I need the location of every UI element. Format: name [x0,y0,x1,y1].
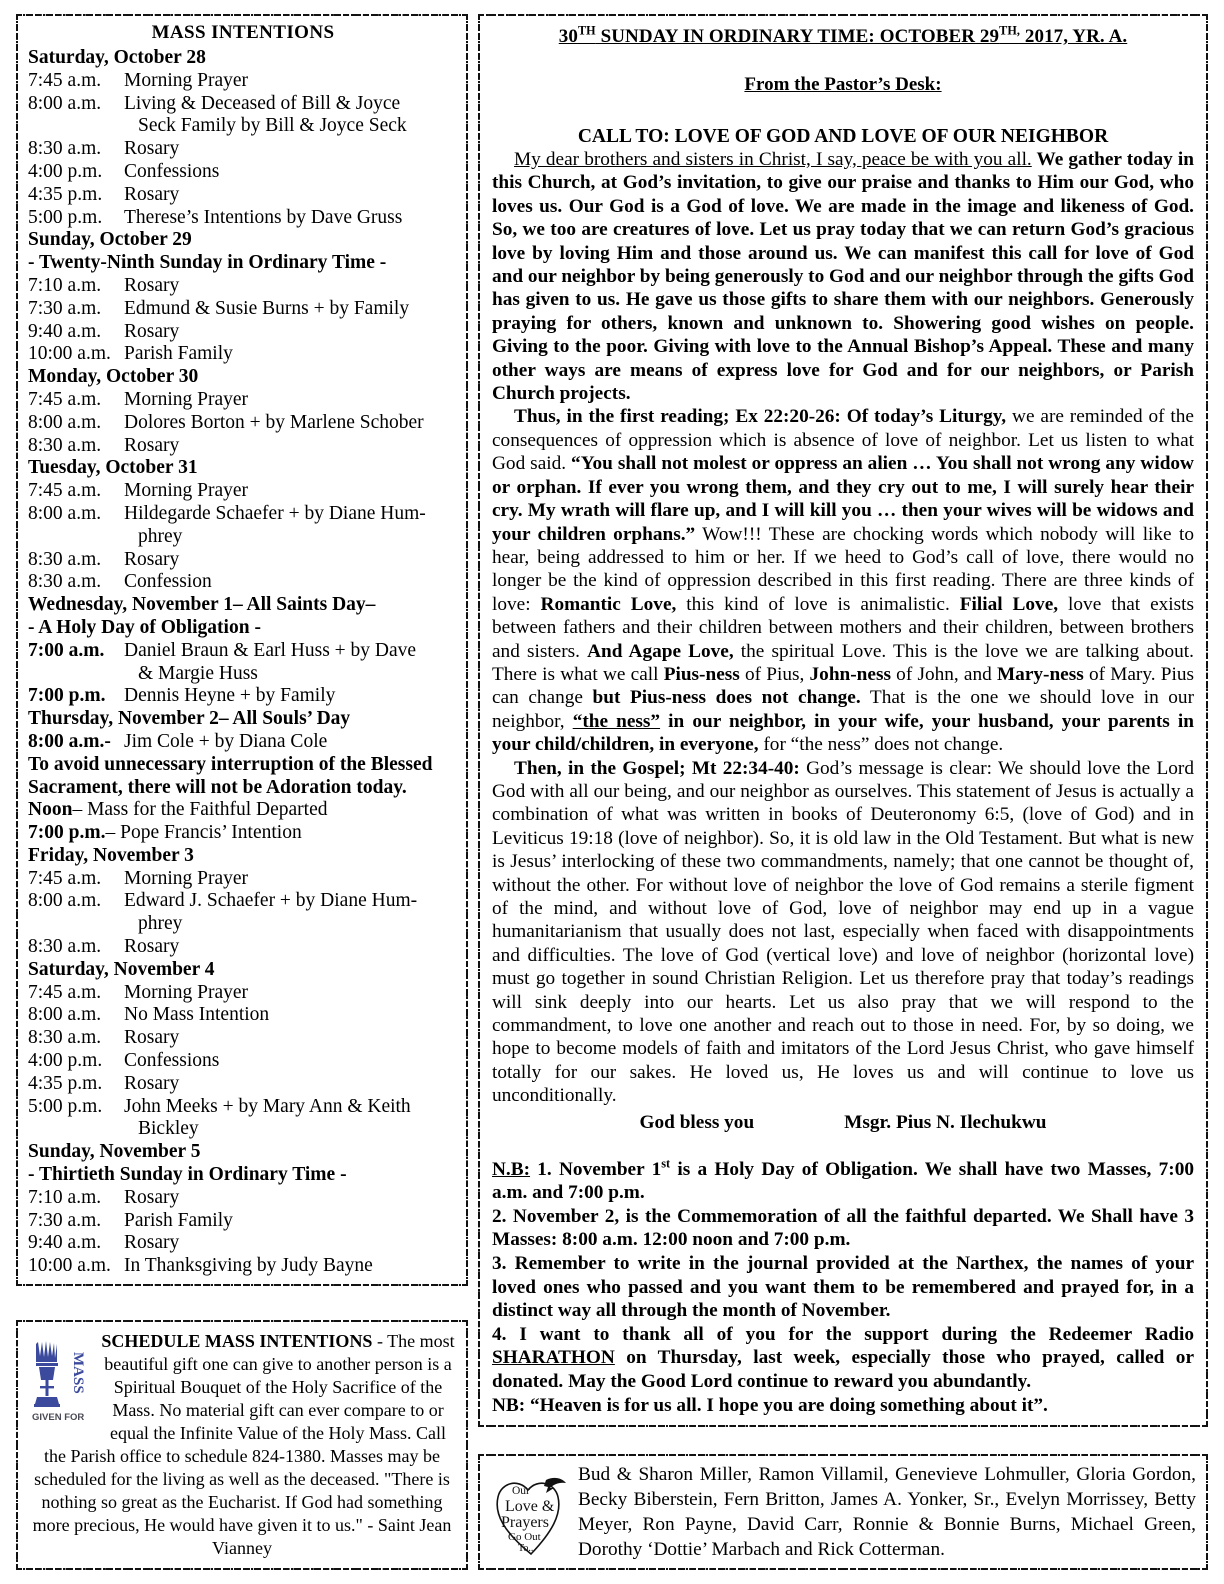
mass-event-row [28,435,458,458]
notice-3: 3. Remember to write in the journal provided at the Narthex, the names of your loved ones who passed and you want them to be remembered and prayed for, in a distinct way all through the month of November. [492,1253,1194,1322]
mass-event-row [28,480,458,503]
mass-event-row [28,389,458,412]
mass-event-time: 7:45 a.m. [28,867,102,889]
logo-line-5: To.. [518,1543,534,1554]
mass-day-heading: Monday, October 30 [28,366,199,388]
mass-day-subheading: - A Holy Day of Obligation - [28,616,261,638]
mass-event-time: 4:35 p.m. [28,183,103,205]
mass-event-description: Rosary [124,183,180,205]
mass-event-description: Rosary [124,1186,180,1208]
mass-day-heading: Saturday, October 28 [28,47,206,68]
mass-event-time: 8:30 a.m. [28,1027,102,1049]
mass-event-time: 7:45 a.m. [28,981,102,1003]
mass-event-time: Noon [28,799,73,821]
mass-event-row [28,207,458,230]
mass-event-description: Morning Prayer [124,388,249,410]
mass-event-time: 10:00 a.m. [28,1255,111,1277]
mass-event-time: 7:45 a.m. [28,388,102,410]
romantic-love-term: Romantic Love, [540,593,677,615]
mass-event-time: 8:00 a.m. [28,890,102,912]
prayer-list-names: Bud & Sharon Miller, Ramon Villamil, Genevieve Lohmuller, Gloria Gordon, Becky Biberstein, Fern Britton, James A. Yonker, Sr., Evelyn Morrissey, Betty Meyer, Ron Payne, David Carr, Ronnie & Bonnie Burns, Michael Green, Dorothy ‘Dottie’ Marbach and Rick Cotterman. [578,1464,1196,1560]
mass-event-row [28,685,458,708]
mass-event-row [28,503,458,526]
mass-event-description: Rosary [124,548,180,570]
logo-line-2: Love & [505,1498,555,1515]
notice-1 [492,1158,1194,1205]
mass-event-row [28,275,458,298]
mass-event-description: Therese’s Intentions by Dave Gruss [124,206,403,228]
mass-event-time: 7:00 a.m. [28,639,105,661]
mass-event-time: 5:00 p.m. [28,206,103,228]
right-column [478,14,1208,1570]
two-column-layout [16,14,1208,1570]
mass-event-description: – Pope Francis’ Intention [105,822,302,844]
agape-love-term: And Agape Love, [587,640,734,662]
mass-day-heading: Wednesday, November 1– All Saints Day– [28,594,376,616]
homily-p2-text-10: for “the ness” does not change. [758,734,1004,756]
logo-line-4: Go Out [508,1531,541,1543]
mass-event-description: Rosary [124,1072,180,1094]
blessing-text: God bless you [639,1111,755,1133]
love-and-prayers-heart-logo [488,1464,574,1560]
mass-event-description: Confessions [124,1050,220,1072]
mass-event-row [28,822,458,845]
mass-event-time: 4:00 p.m. [28,1050,103,1072]
mass-event-row [28,184,458,207]
notice-4 [492,1323,1194,1394]
mass-event-time: 7:10 a.m. [28,1186,102,1208]
mass-event-description: Edward J. Schaefer + by Diane Hum- [124,890,418,912]
notice-1-post: is a Holy Day of Obligation. We shall have two Masses, 7:00 a.m. and 7:00 p.m. [492,1158,1194,1204]
mass-event-row [28,1027,458,1050]
homily-paragraph-3 [492,757,1194,1108]
logo-line-3: Prayers [501,1514,549,1531]
notice-1-ordinal: st [661,1156,671,1171]
mass-event-time: 7:00 p.m. [28,685,106,707]
pius-ness-unchanging: but Pius-ness does not change. [592,687,861,709]
mass-event-description: Jim Cole + by Diana Cole [124,730,328,752]
mass-event-description: Rosary [124,936,180,958]
mass-event-row [28,731,458,754]
filial-love-term: Filial Love, [959,593,1059,615]
mass-event-description: Rosary [124,138,180,160]
mass-event-time: 8:30 a.m. [28,434,102,456]
homily-p2-text-8: of Mary. Pius can change [492,663,1194,709]
homily-p2-text-3: this kind of love is animalistic. [676,593,960,615]
mass-day-note: To avoid unnecessary interruption of the Blessed [28,753,433,775]
mass-event-time: 9:40 a.m. [28,320,102,342]
mass-event-row [28,640,458,663]
mass-event-description: Rosary [124,1232,180,1254]
schedule-mass-intentions-text [28,1330,456,1560]
mass-event-row [28,412,458,435]
mass-event-row [28,1050,458,1073]
nb-label: N.B: [492,1158,531,1180]
john-ness-term: John-ness [809,663,891,685]
the-ness-continuation: in our neighbor, in your wife, your husband, your parents in your child/children, in everyone, [492,710,1194,756]
notice-4-pre: 4. I want to thank all of you for the support during the Redeemer Radio [492,1323,1194,1345]
left-column [16,14,468,1570]
mass-event-row [28,161,458,184]
mass-event-row [28,1232,458,1255]
mass-event-time: 8:30 a.m. [28,138,102,160]
schedule-mass-intentions-box [16,1320,468,1570]
mass-event-row [28,70,458,93]
homily-p3-text: God’s message is clear: We should love the Lord God with all our being, and our neighbor as ourselves. This statement of Jesus is actually a combination of what was written in books of Deuteronomy 6:5, (love of God) and in Leviticus 19:18 (love of neighbor). So, it is old law in the Old Testament. But what is new is Jesus’ interlocking of these two commandments, namely; that one cannot be thought of, without the other. For without love of neighbor the love of God remains a sterile figment of the mind, and without love of God, love of neighbor may end up in a vague humanitarianism that usually does not last, especially when faced with disappointments and difficulties. The love of God (vertical love) and love of neighbor (horizontal love) must go together in sound Christian Religion. Let us therefore pray that today’s readings will sink deeply into our hearts. Let us also pray that we will respond to the commandment, to love one another and reach out to those in need. For, by so doing, we hope to become models of faith and imitators of the Lord Jesus Christ, who gave himself totally for our sakes. He loved us, He loves us and will continue to love us unconditionally. [492,757,1194,1107]
mary-ness-term: Mary-ness [996,663,1084,685]
mass-event-description: Morning Prayer [124,69,249,91]
mass-intentions-days [28,47,458,1278]
homily-signoff [492,1112,1194,1134]
header-middle-text: SUNDAY IN ORDINARY TIME: OCTOBER 29 [595,26,1000,47]
pastors-desk-heading: From the Pastor’s Desk: [744,74,942,95]
mass-event-row [28,936,458,959]
bulletin-date-header [492,23,1194,48]
mass-event-continuation: Bickley [138,1118,199,1140]
mass-event-description: Morning Prayer [124,480,249,502]
scripture-quote: “You shall not molest or oppress an alien … You shall not wrong any widow or orphan. If ever you wrong them, and they cry out to me, I will surely hear their cry. My wrath will flare up, and I will kill you … then your wives will be widows and your children orphans.” [492,453,1194,545]
mass-event-time: 8:30 a.m. [28,936,102,958]
mass-event-time: 8:30 a.m. [28,571,102,593]
mass-event-row [28,1187,458,1210]
mass-event-row [28,799,458,822]
mass-event-continuation: phrey [138,913,183,935]
mass-event-row [28,549,458,572]
mass-event-time: 7:10 a.m. [28,274,102,296]
mass-event-time: 8:00 a.m. [28,92,102,114]
mass-event-row [28,321,458,344]
notice-1-pre: 1. November 1 [530,1158,662,1180]
homily-p2-text-9: That is the one we should love in our neighbor, [492,687,1194,732]
mass-event-description: Rosary [124,1027,180,1049]
mass-event-description: Parish Family [124,343,233,365]
mass-event-time: 4:00 p.m. [28,160,103,182]
gospel-citation: Then, in the Gospel; Mt 22:34-40: [514,757,800,779]
mass-event-description: No Mass Intention [124,1004,270,1026]
mass-event-description: John Meeks + by Mary Ann & Keith [124,1095,411,1117]
mass-event-time: 8:00 a.m. [28,502,102,524]
mass-event-row [28,571,458,594]
mass-event-description: Rosary [124,434,180,456]
mass-event-description: – Mass for the Faithful Departed [72,799,328,821]
homily-paragraph-1 [492,148,1194,405]
mass-event-row [28,1096,458,1119]
mass-event-description: Rosary [124,274,180,296]
mass-given-for-logo [30,1332,92,1424]
mass-event-row [28,1004,458,1027]
prayer-list-box [478,1454,1208,1570]
mass-event-description: Morning Prayer [124,867,249,889]
homily-p2-text-1: we are reminded of the consequences of oppression which is absence of love of neighbor. Let us listen to what God said. [492,406,1194,475]
mass-event-time: 8:00 a.m. [28,1004,102,1026]
mass-event-time: 7:45 a.m. [28,480,102,502]
mass-day-heading: Sunday, October 29 [28,229,192,251]
mass-event-time: 8:30 a.m. [28,548,102,570]
homily-p2-text-6: of Pius, [739,663,810,685]
homily-paragraph-2 [492,405,1194,756]
homily-p2-text-4: love that exists between fathers and their children between mothers and their children, between brothers and sisters. [492,593,1195,662]
mass-event-description: Living & Deceased of Bill & Joyce [124,92,401,114]
sharathon-underlined: SHARATHON [492,1347,615,1369]
schedule-body: - The most beautiful gift one can give to another person is a Spiritual Bouquet of the Holy Sacrifice of the Mass. No material gift can ever compare to or equal the Infinite Value of the Holy Mass. Call the Parish office to schedule 824-1380. Masses may be scheduled for the living as well as the deceased. "There is nothing so great as the Eucharist. If God had something more precious, He would have given it to us." - Saint Jean Vianney [32,1331,455,1558]
mass-event-time: 9:40 a.m. [28,1232,102,1254]
the-ness-underlined: “the ness” [572,710,661,732]
mass-event-row [28,138,458,161]
mass-event-row [28,868,458,891]
mass-day-heading: Friday, November 3 [28,844,194,866]
mass-event-time: 7:30 a.m. [28,1209,102,1231]
homily-p1-bold: We gather today in this Church, at God’s invitation, to give our praise and thanks to Him our God, who loves us. Our God is a God of love. We are made in the image and likeness of God. So, we too are creatures of love. Let us pray today that we can return God’s gracious love by loving Him and those around us. We can manifest this call for love of God and our neighbor by being generously to God and our neighbor through the gifts God has given to us. He gave us those gifts to share them with our neighbors. Generously praying for others, known and unknown to. Showering good wishes on people. Giving to the poor. Giving with love to the Annual Bishop’s Appeal. These and many other ways are means of express love for God and for our neighbors, or Parish Church projects. [492,149,1194,405]
mass-day-subheading: - Thirtieth Sunday in Ordinary Time - [28,1164,347,1186]
notices-list [492,1158,1194,1418]
mass-event-row [28,982,458,1005]
mass-event-time: 4:35 p.m. [28,1072,103,1094]
mass-event-time: 8:00 a.m.- [28,730,111,752]
mass-day-note: Sacrament, there will not be Adoration today. [28,776,407,798]
homily-p2-text-5: the spiritual Love. This is the love we are talking about. There is what we call [492,640,1194,685]
mass-event-description: Morning Prayer [124,981,249,1003]
mass-event-description: Edmund & Susie Burns + by Family [124,297,410,319]
mass-day-heading: Sunday, November 5 [28,1141,201,1163]
mass-event-row [28,1073,458,1096]
notice-4-post: on Thursday, last week, especially those who prayed, called or donated. May the Good Lord continue to reward you abundantly. [492,1347,1194,1392]
logo-line-1: Our [512,1485,530,1497]
mass-event-row [28,1210,458,1233]
pastors-desk-box [478,14,1208,1427]
pastor-name: Msgr. Pius N. Ilechukwu [844,1111,1047,1133]
mass-event-continuation: & Margie Huss [138,662,258,684]
mass-event-time: 7:00 p.m. [28,822,106,844]
homily-p2-text-7: of John, and [890,663,997,685]
greeting-underlined: My dear brothers and sisters in Christ, I say, peace be with you all. [514,149,1032,170]
homily-p2-text-2: Wow!!! These are chocking words which nobody will like to hear, being addressed to him or her. If we heed to God’s call of love, there would no longer be the kind of oppression described in this first reading. There are three kinds of love: [492,523,1194,615]
mass-event-description: Confession [124,571,212,593]
homily-title: CALL TO: LOVE OF GOD AND LOVE OF OUR NEIGHBOR [577,126,1109,147]
mass-event-time: 5:00 p.m. [28,1095,103,1117]
svg-text:MASS: MASS [70,1352,86,1394]
mass-event-description: Dolores Borton + by Marlene Schober [124,411,424,433]
mass-event-row [28,298,458,321]
header-date-suffix: TH, [999,23,1021,38]
mass-event-description: Hildegarde Schaefer + by Diane Hum- [124,502,426,524]
mass-event-description: Parish Family [124,1209,233,1231]
mass-day-heading: Tuesday, October 31 [28,457,198,479]
pius-ness-term: Pius-ness [663,663,740,685]
mass-event-time: 7:30 a.m. [28,297,102,319]
notice-2: 2. November 2, is the Commemoration of all the faithful departed. We Shall have 3 Masses: 8:00 a.m. 12:00 noon and 7:00 p.m. [492,1205,1194,1251]
mass-event-row [28,1255,458,1278]
first-reading-citation: Thus, in the first reading; Ex 22:20-26: Of today’s Liturgy, [514,406,1007,428]
mass-event-row [28,890,458,913]
schedule-heading: SCHEDULE MASS INTENTIONS [101,1331,373,1351]
mass-event-time: 10:00 a.m. [28,343,111,365]
mass-event-row [28,93,458,116]
header-ordinal-suffix: TH [577,23,596,38]
mass-event-time: 7:45 a.m. [28,69,102,91]
header-ordinal-number: 30 [558,26,578,47]
mass-day-heading: Saturday, November 4 [28,958,215,980]
mass-event-row [28,343,458,366]
mass-event-continuation: phrey [138,525,183,547]
mass-event-description: Daniel Braun & Earl Huss + by Dave [124,639,417,661]
header-year-text: 2017, YR. A. [1020,26,1128,47]
mass-event-description: Confessions [124,160,220,182]
mass-day-subheading: - Twenty-Ninth Sunday in Ordinary Time - [28,252,387,274]
mass-intentions-title: MASS INTENTIONS [151,22,335,43]
mass-event-description: Dennis Heyne + by Family [124,685,336,707]
svg-text:GIVEN FOR: GIVEN FOR [32,1412,85,1423]
mass-event-description: In Thanksgiving by Judy Bayne [124,1255,373,1277]
mass-event-continuation: Seck Family by Bill & Joyce Seck [138,115,407,137]
mass-day-heading: Thursday, November 2– All Souls’ Day [28,708,351,730]
mass-intentions-box [16,14,468,1286]
notice-5: NB: “Heaven is for us all. I hope you are doing something about it”. [492,1394,1048,1416]
mass-event-time: 8:00 a.m. [28,411,102,433]
mass-event-description: Rosary [124,320,180,342]
